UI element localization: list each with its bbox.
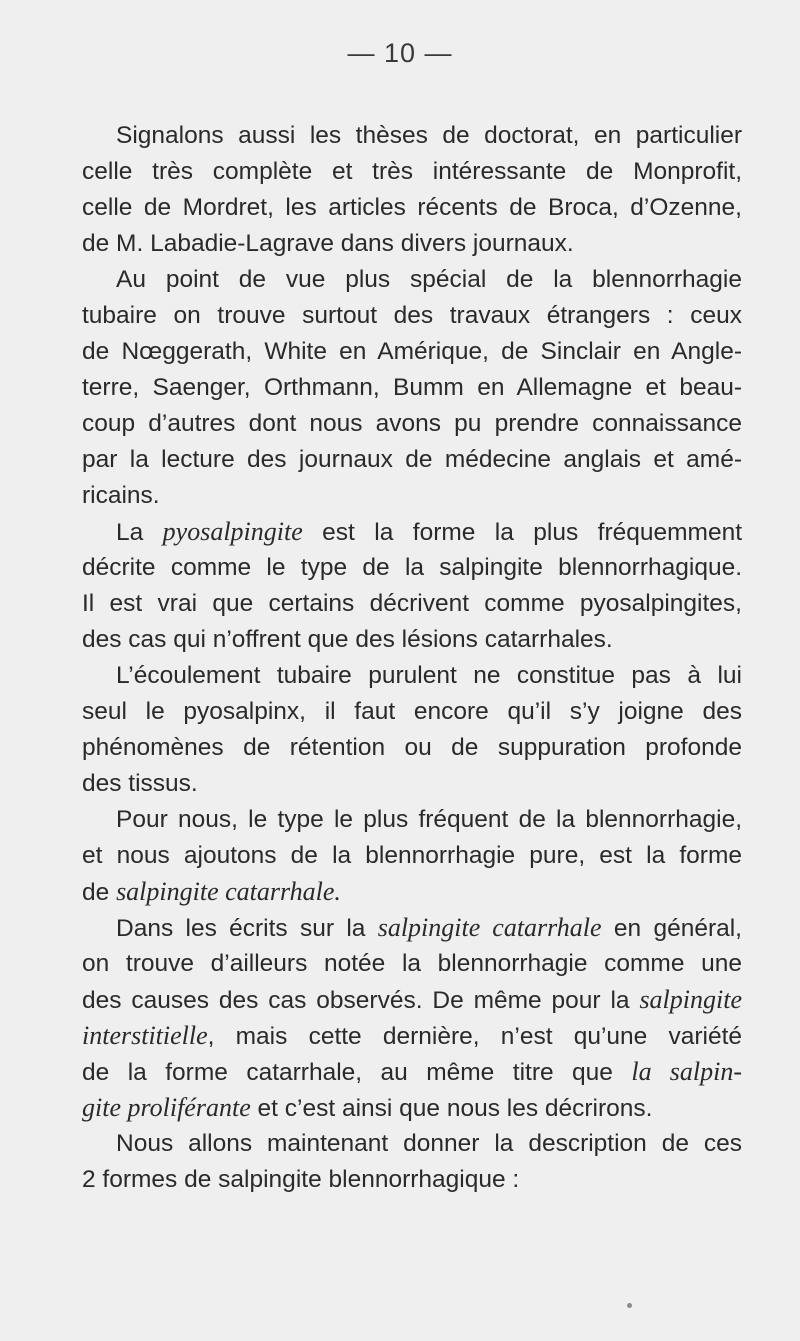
text-line: [82, 226, 742, 262]
text-segment: des causes des cas observés. De même pour la: [82, 987, 640, 1014]
text-segment: de M. Labadie-Lagrave dans divers journaux.: [82, 230, 574, 257]
text-line: [82, 370, 742, 406]
text-line: [82, 1018, 742, 1054]
text-segment: et c’est ainsi que nous les décrirons.: [250, 1095, 653, 1122]
text-segment: seul le pyosalpinx, il faut encore qu’il s’y joigne des: [82, 698, 742, 725]
text-line: [82, 658, 742, 694]
text-segment: Il est vrai que certains décrivent comme pyosalpingites,: [82, 590, 742, 617]
text-segment: Dans les écrits sur la: [116, 915, 378, 942]
text-segment: tubaire on trouve surtout des travaux étrangers : ceux: [82, 302, 742, 329]
text-line: [82, 838, 742, 874]
text-line: [82, 298, 742, 334]
text-line: [82, 154, 742, 190]
text-segment: en général,: [601, 915, 742, 942]
text-segment: coup d’autres dont nous avons pu prendre connaissance: [82, 410, 742, 437]
italic-text: salpingite catarrhale.: [116, 877, 341, 906]
text-line: [82, 586, 742, 622]
text-segment: par la lecture des journaux de médecine anglais et amé-: [82, 446, 742, 473]
text-line: [82, 550, 742, 586]
italic-text: interstitielle: [82, 1021, 208, 1050]
text-line: [82, 1126, 742, 1162]
italic-text: gite proliférante: [82, 1093, 251, 1122]
text-segment: Au point de vue plus spécial de la blennorrhagie: [116, 266, 742, 293]
text-segment: Signalons aussi les thèses de doctorat, en particulier: [116, 122, 742, 149]
text-segment: La: [116, 519, 163, 546]
text-line: [82, 874, 742, 910]
text-segment: des tissus.: [82, 770, 198, 797]
text-line: [82, 514, 742, 550]
text-segment: de: [82, 879, 117, 906]
text-segment: Nous allons maintenant donner la description de ces: [116, 1130, 742, 1157]
text-line: [82, 694, 742, 730]
text-line: [82, 334, 742, 370]
text-line: [82, 910, 742, 946]
text-segment: on trouve d’ailleurs notée la blennorrhagie comme une: [82, 950, 742, 977]
text-segment: des cas qui n’offrent que des lésions catarrhales.: [82, 626, 613, 653]
italic-text: la salpin-: [631, 1057, 742, 1086]
text-segment: celle très complète et très intéressante de Monprofit,: [82, 158, 742, 185]
text-segment: de Nœggerath, White en Amérique, de Sinclair en Angle-: [82, 338, 742, 365]
text-line: [82, 406, 742, 442]
text-segment: et nous ajoutons de la blennorrhagie pure, est la forme: [82, 842, 742, 869]
text-segment: phénomènes de rétention ou de suppuration profonde: [82, 734, 742, 761]
text-line: [82, 946, 742, 982]
text-segment: L’écoulement tubaire purulent ne constitue pas à lui: [116, 662, 742, 689]
body-text: [82, 118, 742, 1198]
italic-text: pyosalpingite: [162, 517, 303, 546]
page-number: — 10 —: [347, 38, 453, 68]
text-line: [82, 730, 742, 766]
text-segment: décrite comme le type de la salpingite blennorrhagique.: [82, 554, 742, 581]
text-segment: Pour nous, le type le plus fréquent de la blennorrhagie,: [116, 806, 742, 833]
text-line: [82, 262, 742, 298]
text-line: [82, 190, 742, 226]
italic-text: salpingite catarrhale: [377, 913, 602, 942]
text-line: [82, 1162, 742, 1198]
text-segment: 2 formes de salpingite blennorrhagique :: [82, 1166, 520, 1193]
text-line: [82, 1054, 742, 1090]
text-line: [82, 766, 742, 802]
text-segment: ricains.: [82, 482, 160, 509]
text-line: [82, 982, 742, 1018]
text-line: [82, 478, 742, 514]
paper-speck: [627, 1303, 632, 1308]
text-line: [82, 118, 742, 154]
text-segment: terre, Saenger, Orthmann, Bumm en Allemagne et beau-: [82, 374, 742, 401]
text-segment: est la forme la plus fréquemment: [302, 519, 742, 546]
text-segment: de la forme catarrhale, au même titre que: [82, 1059, 632, 1086]
text-line: [82, 622, 742, 658]
text-segment: , mais cette dernière, n’est qu’une variété: [207, 1023, 742, 1050]
text-line: [82, 1090, 742, 1126]
italic-text: salpingite: [639, 985, 742, 1014]
text-line: [82, 802, 742, 838]
text-segment: celle de Mordret, les articles récents de Broca, d’Ozenne,: [82, 194, 742, 221]
text-line: [82, 442, 742, 478]
